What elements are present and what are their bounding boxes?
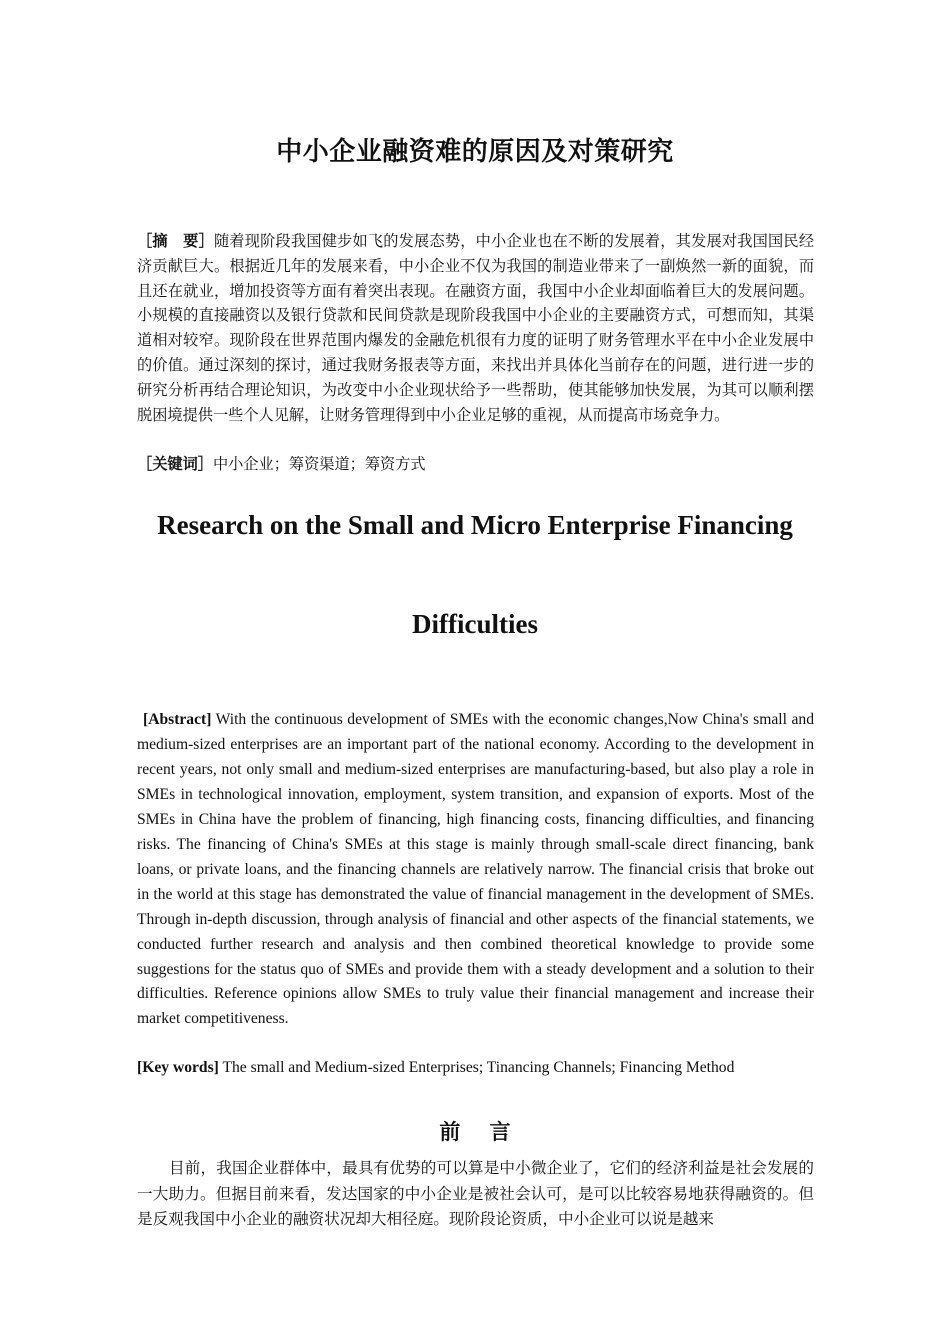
chinese-abstract — [137, 229, 814, 427]
preface-paragraph: 目前，我国企业群体中，最具有优势的可以算是中小微企业了，它们的经济利益是社会发展的一大助力。但据目前来看，发达国家的中小企业是被社会认可，是可以比较容易地获得融资的。但是反观我国中小企业的融资状况却大相径庭。现阶段论资质，中小企业可以说是越来 — [137, 1159, 814, 1228]
english-abstract — [137, 708, 814, 1032]
english-abstract-text: With the continuous development of SMEs with the economic changes,Now China's small and medium-sized enterprises are an important part of the national economy. According to the development in recent years, not only small and medium-sized enterprises are manufacturing-based, but also play a role in SMEs in technological innovation, employment, system transition, and expansion of exports. Most of the SMEs in China have the problem of financing, high financing costs, financing difficulties, and financing risks. The financing of China's SMEs at this stage is mainly through small-scale direct financing, bank loans, or private loans, and the financing channels are relatively narrow. The financial crisis that broke out in the world at this stage has demonstrated the value of financial management in the development of SMEs. Through in-depth discussion, through analysis of financial and other aspects of the financial statements, we conducted further research and analysis and then combined theoretical knowledge to provide some suggestions for the status quo of SMEs and provide them with a steady development and a solution to their difficulties. Reference opinions allow SMEs to truly value their financial management and increase their market competitiveness. — [137, 711, 814, 1028]
english-title-line-1: Research on the Small and Micro Enterprise Financing — [157, 510, 793, 540]
chinese-keywords-label: ［关键词］ — [137, 455, 213, 473]
preface-heading: 前 言 — [439, 1120, 511, 1144]
english-keywords-text: The small and Medium-sized Enterprises; Tinancing Channels; Financing Method — [222, 1059, 735, 1076]
english-title-line-2: Difficulties — [412, 609, 538, 639]
english-keywords-label: [Key words] — [137, 1059, 219, 1076]
english-keywords — [137, 1056, 814, 1081]
chinese-title: 中小企业融资难的原因及对策研究 — [276, 137, 674, 167]
english-abstract-label: [Abstract] — [143, 711, 212, 728]
chinese-abstract-text: 随着现阶段我国健步如飞的发展态势，中小企业也在不断的发展着，其发展对我国国民经济贡献巨大。根据近几年的发展来看，中小企业不仅为我国的制造业带来了一副焕然一新的面貌，而且还在就业，增加投资等方面有着突出表现。在融资方面，我国中小企业却面临着巨大的发展问题。小规模的直接融资以及银行贷款和民间贷款是现阶段我国中小企业的主要融资方式，可想而知，其渠道相对较窄。现阶段在世界范围内爆发的金融危机很有力度的证明了财务管理水平在中小企业发展中的价值。通过深刻的探讨，通过我财务报表等方面，来找出并具体化当前存在的问题，进行进一步的研究分析再结合理论知识，为改变中小企业现状给予一些帮助，使其能够加快发展，为其可以顺利摆脱困境提供一些个人见解，让财务管理得到中小企业足够的重视，从而提高市场竞争力。 — [137, 232, 815, 424]
chinese-abstract-label: ［摘 要］ — [137, 232, 214, 250]
chinese-keywords — [137, 452, 814, 477]
chinese-keywords-text: 中小企业；筹资渠道；筹资方式 — [212, 455, 426, 473]
